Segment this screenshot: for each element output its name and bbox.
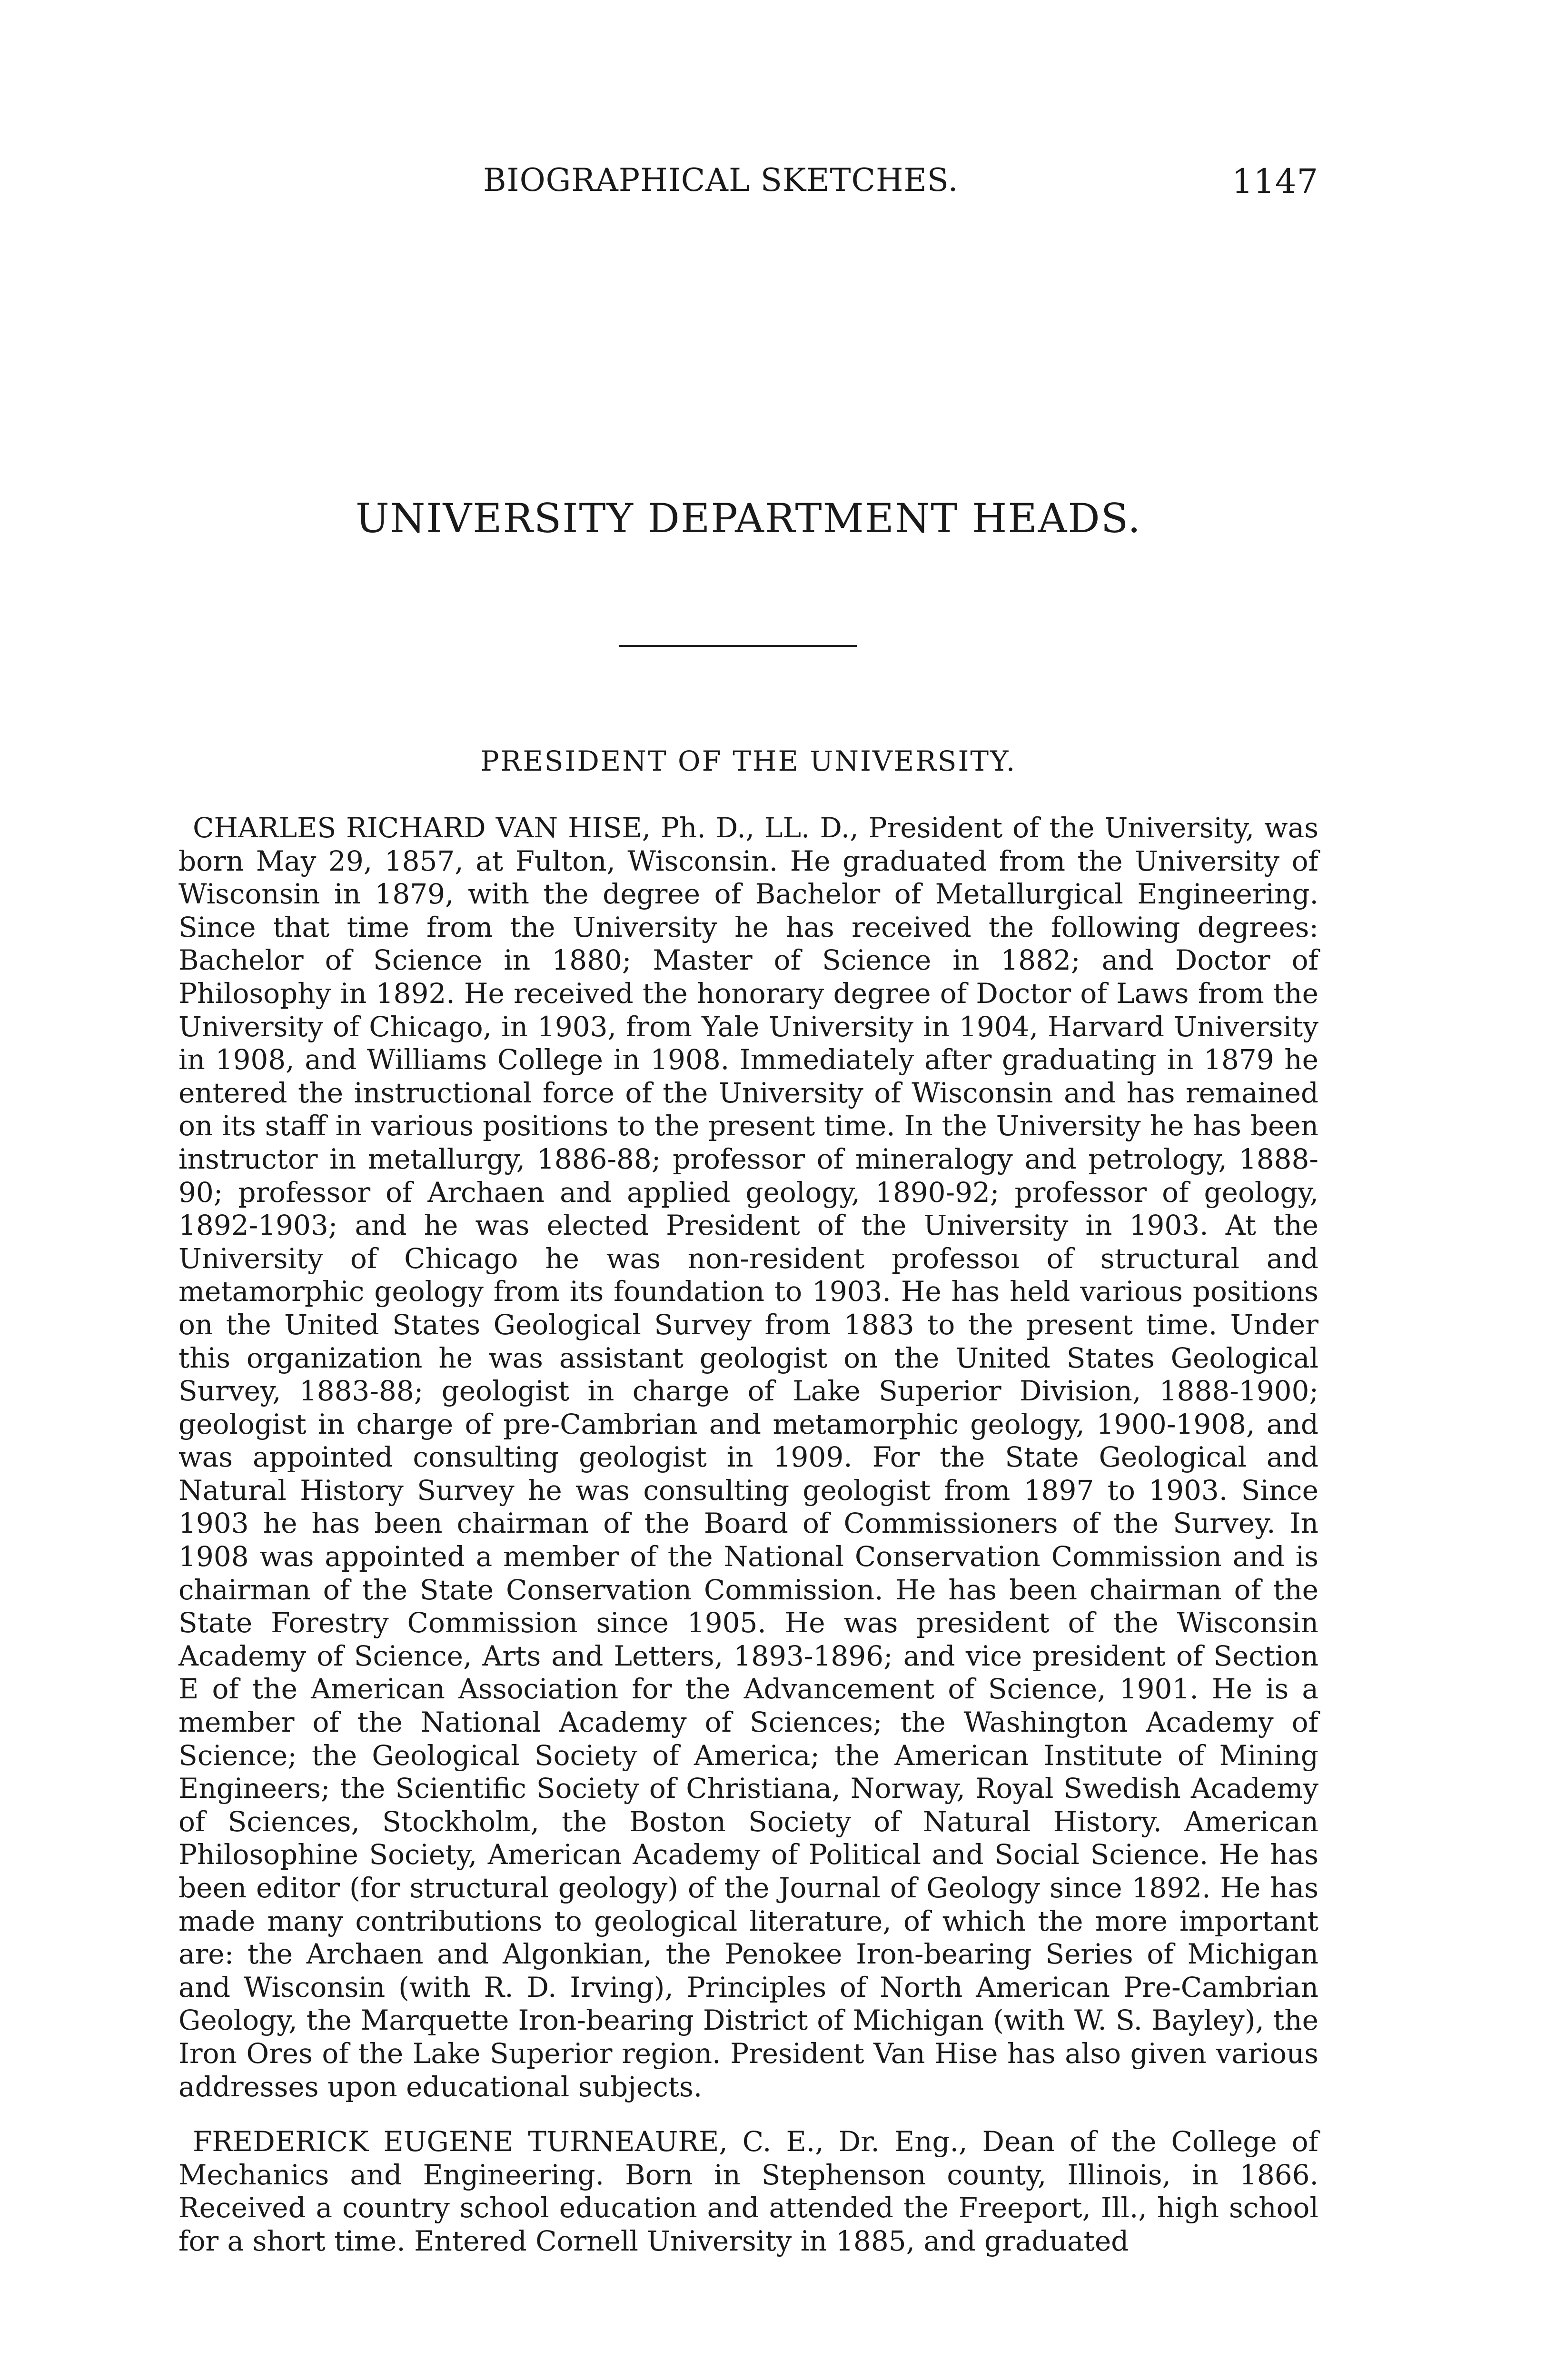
running-head: [178, 162, 1318, 209]
subsection-title: PRESIDENT OF THE UNIVERSITY.: [480, 745, 1017, 777]
section-title: UNIVERSITY DEPARTMENT HEADS.: [356, 495, 1141, 542]
biography-turneaure: FREDERICK EUGENE TURNEAURE, C. E., Dr. Eng., Dean of the College of Mechanics and Engineering. Born in Stephenson county, Illinois, in 1866. Received a country school education and attended the Freeport, Ill., high school for a short time. Entered Cornell University in 1885, and graduated: [178, 2125, 1318, 2257]
document-page: [178, 0, 1318, 2380]
biography-van-hise: CHARLES RICHARD VAN HISE, Ph. D., LL. D., President of the University, was born May 29, 1857, at Fulton, Wisconsin. He graduated from the University of Wisconsin in 1879, with the degree of Bachelor of Metallurgical Engineering. Since that time from the University he has received the following degrees: Bachelor of Science in 1880; Master of Science in 1882; and Doctor of Philosophy in 1892. He received the honorary degree of Doctor of Laws from the University of Chicago, in 1903, from Yale University in 1904, Harvard University in 1908, and Williams College in 1908. Immediately after graduating in 1879 he entered the instructional force of the University of Wisconsin and has remained on its staff in various positions to the present time. In the University he has been instructor in metallurgy, 1886-88; professor of mineralogy and petrology, 1888-90; professor of Archaen and applied geology, 1890-92; professor of geology, 1892-1903; and he was elected President of the University in 1903. At the University of Chicago he was non-resident professoı of structural and metamorphic geology from its foundation to 1903. He has held various positions on the United States Geological Survey from 1883 to the present time. Under this organization he was assistant geologist on the United States Geological Survey, 1883-88; geologist in charge of Lake Superior Division, 1888-1900; geologist in charge of pre-Cambrian and metamorphic geology, 1900-1908, and was appointed consulting geologist in 1909. For the State Geological and Natural History Survey he was consulting geologist from 1897 to 1903. Since 1903 he has been chairman of the Board of Commissioners of the Survey. In 1908 was appointed a member of the National Conservation Commission and is chairman of the State Conservation Commission. He has been chairman of the State Forestry Commission since 1905. He was president of the Wisconsin Academy of Science, Arts and Letters, 1893-1896; and vice president of Section E of the American Association for the Advancement of Science, 1901. He is a member of the National Academy of Sciences; the Washington Academy of Science; the Geological Society of America; the American Institute of Mining Engineers; the Scientific Society of Christiana, Norway, Royal Swedish Academy of Sciences, Stockholm, the Boston Society of Natural History. American Philosophine Society, American Academy of Political and Social Science. He has been editor (for structural geology) of the Journal of Geology since 1892. He has made many contributions to geological literature, of which the more important are: the Archaen and Algonkian, the Penokee Iron-bearing Series of Michigan and Wisconsin (with R. D. Irving), Principles of North American Pre-Cambrian Geology, the Marquette Iron-bearing District of Michigan (with W. S. Bayley), the Iron Ores of the Lake Superior region. President Van Hise has also given various addresses upon educational subjects.: [178, 812, 1318, 2103]
running-title: BIOGRAPHICAL SKETCHES.: [483, 162, 959, 198]
page-number: 1147: [1231, 162, 1318, 201]
section-divider: [619, 645, 857, 647]
